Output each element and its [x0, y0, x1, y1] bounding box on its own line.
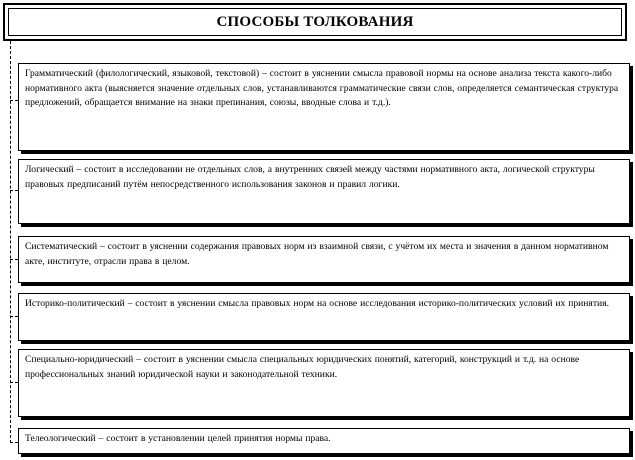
connector-branch-5	[10, 382, 18, 383]
connector-branch-3	[10, 259, 18, 260]
method-text: Специально-юридический – состоит в уяснении смысла специальных юридических понятий, категорий, конструкций и т.д. на основе профессиональных знаний юридической науки и законодательной техники.	[25, 354, 580, 380]
connector-branch-6	[10, 442, 18, 443]
method-box-teleological	[18, 428, 630, 454]
method-text: Грамматический (филологический, языковой, текстовой) – состоит в уяснении смысла правовой нормы на основе анализа текста какого-либо нормативного акта (выясняется значение отдельных слов, устанавливаются грамматические связи слов, определяется семантическая структура предложений, обращается внимание на знаки препинания, союзы, вводные слова и т.д.).	[25, 68, 619, 108]
connector-branch-1	[10, 100, 18, 101]
method-box-logical	[18, 159, 630, 224]
method-text: Систематический – состоит в уяснении содержания правовых норм из взаимной связи, с учётом их места и значения в данном нормативном акте, институте, отрасли права в целом.	[25, 241, 609, 267]
title-box	[3, 3, 627, 41]
method-text: Телеологический – состоит в установлении целей принятия нормы права.	[25, 433, 331, 444]
method-box-systematic	[18, 236, 630, 283]
method-text: Историко-политический – состоит в уяснении смысла правовых норм на основе исследования историко-политических условий их принятия.	[25, 298, 609, 309]
title-inner-frame	[8, 8, 622, 36]
connector-branch-4	[10, 316, 18, 317]
method-box-grammatical	[18, 63, 630, 151]
method-text: Логический – состоит в исследовании не отдельных слов, а внутренних связей между частями нормативного акта, логической структуры правовых предписаний путём непосредственного использования законов и правил логики.	[25, 164, 595, 190]
diagram-title: СПОСОБЫ ТОЛКОВАНИЯ	[216, 13, 414, 30]
method-box-special-legal	[18, 349, 630, 417]
method-box-historical-political	[18, 293, 630, 341]
connector-branch-2	[10, 190, 18, 191]
